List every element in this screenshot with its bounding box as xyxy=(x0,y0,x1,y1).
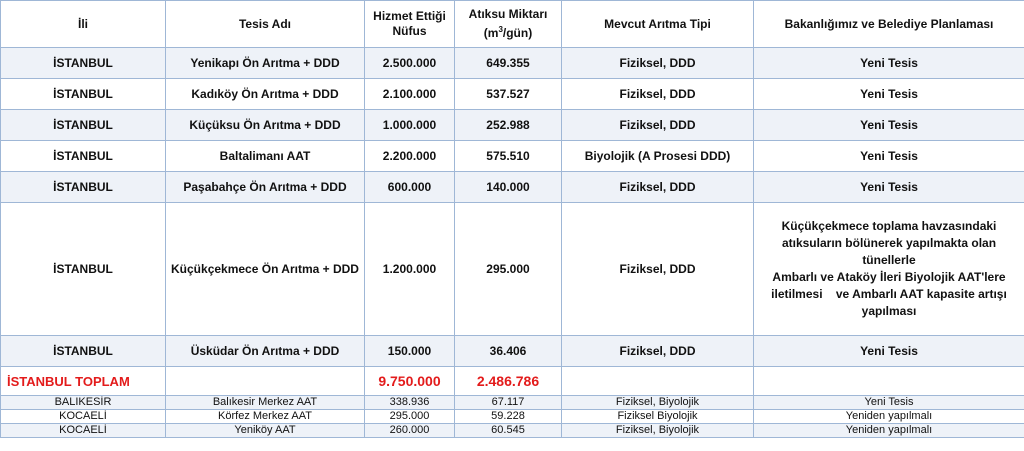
table-row xyxy=(1,396,1024,410)
table-row xyxy=(1,110,1024,141)
cell-nufus: 338.936 xyxy=(365,396,455,410)
total-row xyxy=(1,367,1024,396)
header-tip: Mevcut Arıtma Tipi xyxy=(562,1,754,48)
cell-nufus: 295.000 xyxy=(365,410,455,424)
header-atiksu-unit-a: (m xyxy=(483,26,499,40)
cell-plan: Yeni Tesis xyxy=(754,110,1024,141)
cell-atiksu: 59.228 xyxy=(455,410,562,424)
cell-nufus: 1.200.000 xyxy=(365,203,455,336)
cell-nufus: 2.200.000 xyxy=(365,141,455,172)
cell-tip: Fiziksel, Biyolojik xyxy=(562,424,754,438)
cell-tesis: Küçüksu Ön Arıtma + DDD xyxy=(166,110,365,141)
table-row xyxy=(1,424,1024,438)
cell-il: İSTANBUL xyxy=(1,336,166,367)
total-empty-tesis xyxy=(166,367,365,396)
cell-plan: Yeni Tesis xyxy=(754,172,1024,203)
cell-nufus: 2.100.000 xyxy=(365,79,455,110)
header-atiksu xyxy=(455,1,562,48)
table-row xyxy=(1,336,1024,367)
cell-atiksu: 649.355 xyxy=(455,48,562,79)
cell-plan: Yeni Tesis xyxy=(754,141,1024,172)
cell-plan: Yeniden yapılmalı xyxy=(754,424,1024,438)
cell-tip: Fiziksel Biyolojik xyxy=(562,410,754,424)
cell-plan: Yeniden yapılmalı xyxy=(754,410,1024,424)
cell-il: KOCAELİ xyxy=(1,424,166,438)
cell-il: İSTANBUL xyxy=(1,172,166,203)
cell-atiksu: 67.117 xyxy=(455,396,562,410)
cell-il: BALIKESİR xyxy=(1,396,166,410)
cell-tip: Fiziksel, Biyolojik xyxy=(562,396,754,410)
cell-il: İSTANBUL xyxy=(1,203,166,336)
cell-tesis: Paşabahçe Ön Arıtma + DDD xyxy=(166,172,365,203)
table-row xyxy=(1,48,1024,79)
cell-atiksu: 295.000 xyxy=(455,203,562,336)
cell-tesis: Kadıköy Ön Arıtma + DDD xyxy=(166,79,365,110)
header-plan: Bakanlığımız ve Belediye Planlaması xyxy=(754,1,1024,48)
cell-atiksu: 537.527 xyxy=(455,79,562,110)
cell-tesis: Yenikapı Ön Arıtma + DDD xyxy=(166,48,365,79)
cell-nufus: 2.500.000 xyxy=(365,48,455,79)
cell-tesis: Yeniköy AAT xyxy=(166,424,365,438)
cell-tesis: Baltalimanı AAT xyxy=(166,141,365,172)
cell-tip: Fiziksel, DDD xyxy=(562,203,754,336)
table-row xyxy=(1,79,1024,110)
plan-note-line: Ambarlı ve Ataköy İleri Biyolojik AAT'lere xyxy=(772,270,1006,284)
cell-plan-note xyxy=(754,203,1024,336)
cell-atiksu: 575.510 xyxy=(455,141,562,172)
cell-plan: Yeni Tesis xyxy=(754,336,1024,367)
plan-note-line: iletilmesi ve Ambarlı AAT kapasite artışı xyxy=(771,287,1007,301)
header-atiksu-title: Atıksu Miktarı xyxy=(468,7,548,21)
cell-tip: Fiziksel, DDD xyxy=(562,48,754,79)
total-nufus: 9.750.000 xyxy=(365,367,455,396)
total-empty-plan xyxy=(754,367,1024,396)
table-row xyxy=(1,172,1024,203)
cell-plan: Yeni Tesis xyxy=(754,48,1024,79)
cell-tip: Fiziksel, DDD xyxy=(562,110,754,141)
cell-atiksu: 252.988 xyxy=(455,110,562,141)
cell-tesis: Körfez Merkez AAT xyxy=(166,410,365,424)
cell-nufus: 150.000 xyxy=(365,336,455,367)
cell-tesis: Üsküdar Ön Arıtma + DDD xyxy=(166,336,365,367)
table-row xyxy=(1,141,1024,172)
cell-il: İSTANBUL xyxy=(1,79,166,110)
cell-nufus: 1.000.000 xyxy=(365,110,455,141)
cell-tip: Fiziksel, DDD xyxy=(562,79,754,110)
plan-note-line: Küçükçekmece toplama havzasındaki xyxy=(781,219,997,233)
cell-il: KOCAELİ xyxy=(1,410,166,424)
cell-plan: Yeni Tesis xyxy=(754,79,1024,110)
table-row xyxy=(1,410,1024,424)
header-row xyxy=(1,1,1024,48)
cell-il: İSTANBUL xyxy=(1,110,166,141)
header-atiksu-unit-sup: 3 xyxy=(498,25,503,34)
cell-il: İSTANBUL xyxy=(1,48,166,79)
total-atiksu: 2.486.786 xyxy=(455,367,562,396)
cell-tip: Biyolojik (A Prosesi DDD) xyxy=(562,141,754,172)
cell-nufus: 260.000 xyxy=(365,424,455,438)
cell-atiksu: 60.545 xyxy=(455,424,562,438)
cell-atiksu: 140.000 xyxy=(455,172,562,203)
plan-note-line: yapılması xyxy=(861,304,917,318)
total-label: İSTANBUL TOPLAM xyxy=(1,367,166,396)
cell-nufus: 600.000 xyxy=(365,172,455,203)
cell-il: İSTANBUL xyxy=(1,141,166,172)
table-row xyxy=(1,203,1024,336)
cell-plan: Yeni Tesis xyxy=(754,396,1024,410)
cell-tesis: Küçükçekmece Ön Arıtma + DDD xyxy=(166,203,365,336)
total-empty-tip xyxy=(562,367,754,396)
header-atiksu-unit-b: /gün) xyxy=(502,26,533,40)
header-il: İli xyxy=(1,1,166,48)
cell-tip: Fiziksel, DDD xyxy=(562,172,754,203)
plan-note-line: tünellerle xyxy=(862,253,916,267)
cell-atiksu: 36.406 xyxy=(455,336,562,367)
plan-note-line: atıksuların bölünerek yapılmakta olan xyxy=(781,236,997,250)
cell-tip: Fiziksel, DDD xyxy=(562,336,754,367)
header-tesis: Tesis Adı xyxy=(166,1,365,48)
cell-tesis: Balıkesir Merkez AAT xyxy=(166,396,365,410)
header-nufus: Hizmet Ettiği Nüfus xyxy=(365,1,455,48)
